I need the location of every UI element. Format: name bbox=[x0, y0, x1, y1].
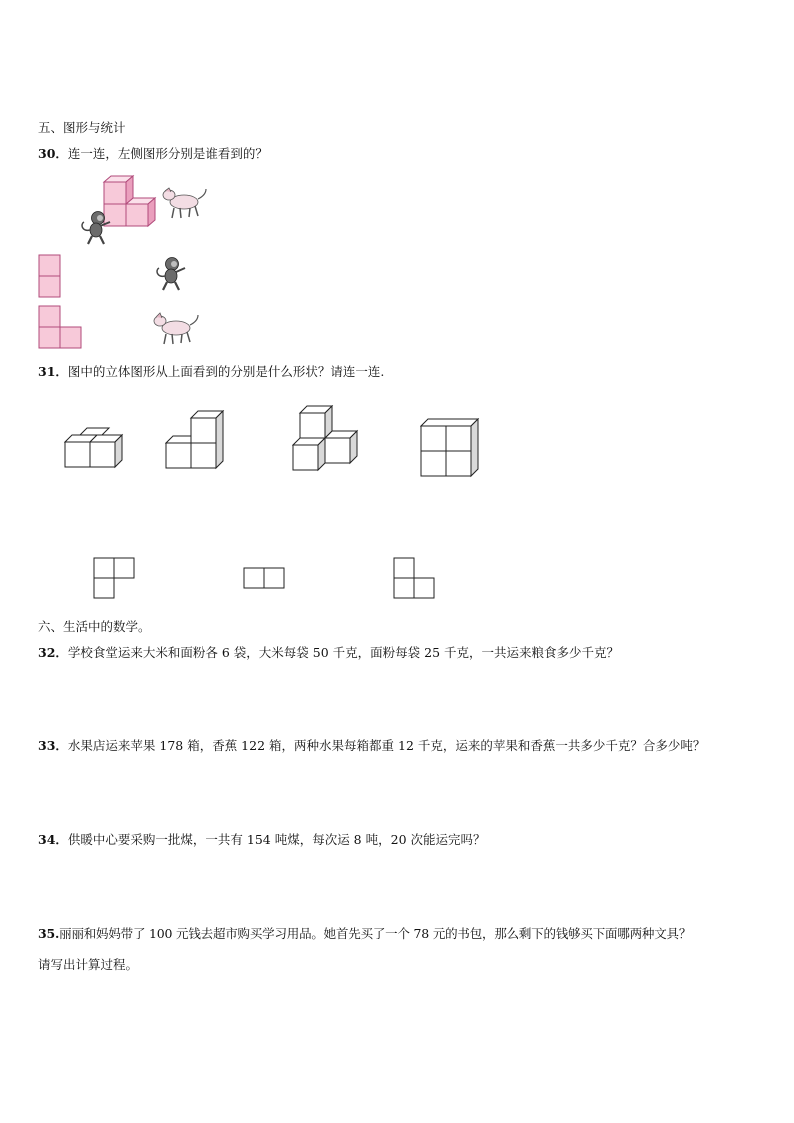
q30-view-b[interactable] bbox=[38, 305, 84, 351]
question-32 bbox=[38, 647, 619, 660]
question-35-number: 35. bbox=[38, 926, 60, 941]
monkey-icon[interactable] bbox=[152, 254, 192, 294]
question-34-text: 供暖中心要采购一批煤，一共有 154 吨煤，每次运 8 吨，20 次能运完吗？ bbox=[67, 832, 486, 847]
q31-top-view-a[interactable] bbox=[93, 557, 137, 599]
dog-icon[interactable] bbox=[150, 310, 202, 350]
question-31-number: 31． bbox=[38, 364, 68, 379]
q31-solid-1[interactable] bbox=[64, 424, 128, 470]
q31-top-view-b[interactable] bbox=[243, 567, 287, 589]
question-30 bbox=[38, 148, 268, 161]
question-31-text: 图中的立体图形从上面看到的分别是什么形状？请连一连. bbox=[67, 364, 385, 379]
section-five-title: 五、图形与统计 bbox=[38, 120, 126, 135]
pink-cube-stack bbox=[104, 176, 155, 226]
q31-solid-2[interactable] bbox=[165, 410, 229, 472]
question-35-text: 丽丽和妈妈带了 100 元钱去超市购买学习用品。她首先买了一个 78 元的书包，那么剩下的钱够买下面哪两种文具？ bbox=[59, 926, 692, 941]
question-32-number: 32． bbox=[38, 645, 68, 660]
question-34 bbox=[38, 834, 486, 847]
section-six-title: 六、生活中的数学。 bbox=[38, 619, 151, 634]
question-33-text: 水果店运来苹果 178 箱，香蕉 122 箱，两种水果每箱都重 12 千克，运来的苹果和香蕉一共多少千克？合多少吨？ bbox=[67, 738, 706, 753]
q30-cube-scene bbox=[76, 172, 216, 254]
q31-solid-4[interactable] bbox=[420, 418, 484, 480]
question-30-text: 连一连，左侧图形分别是谁看到的？ bbox=[67, 146, 268, 161]
question-35 bbox=[38, 928, 691, 941]
question-34-number: 34． bbox=[38, 832, 68, 847]
q30-view-a[interactable] bbox=[38, 254, 62, 300]
q31-solid-3[interactable] bbox=[292, 405, 364, 477]
question-31 bbox=[38, 366, 384, 379]
question-33 bbox=[38, 740, 705, 753]
dog-icon bbox=[163, 188, 206, 218]
question-35-line2: 请写出计算过程。 bbox=[38, 957, 139, 972]
question-30-number: 30． bbox=[38, 146, 68, 161]
question-32-text: 学校食堂运来大米和面粉各 6 袋，大米每袋 50 千克，面粉每袋 25 千克，一共运来粮食多少千克？ bbox=[67, 645, 620, 660]
question-33-number: 33． bbox=[38, 738, 68, 753]
q31-top-view-c[interactable] bbox=[393, 557, 437, 599]
